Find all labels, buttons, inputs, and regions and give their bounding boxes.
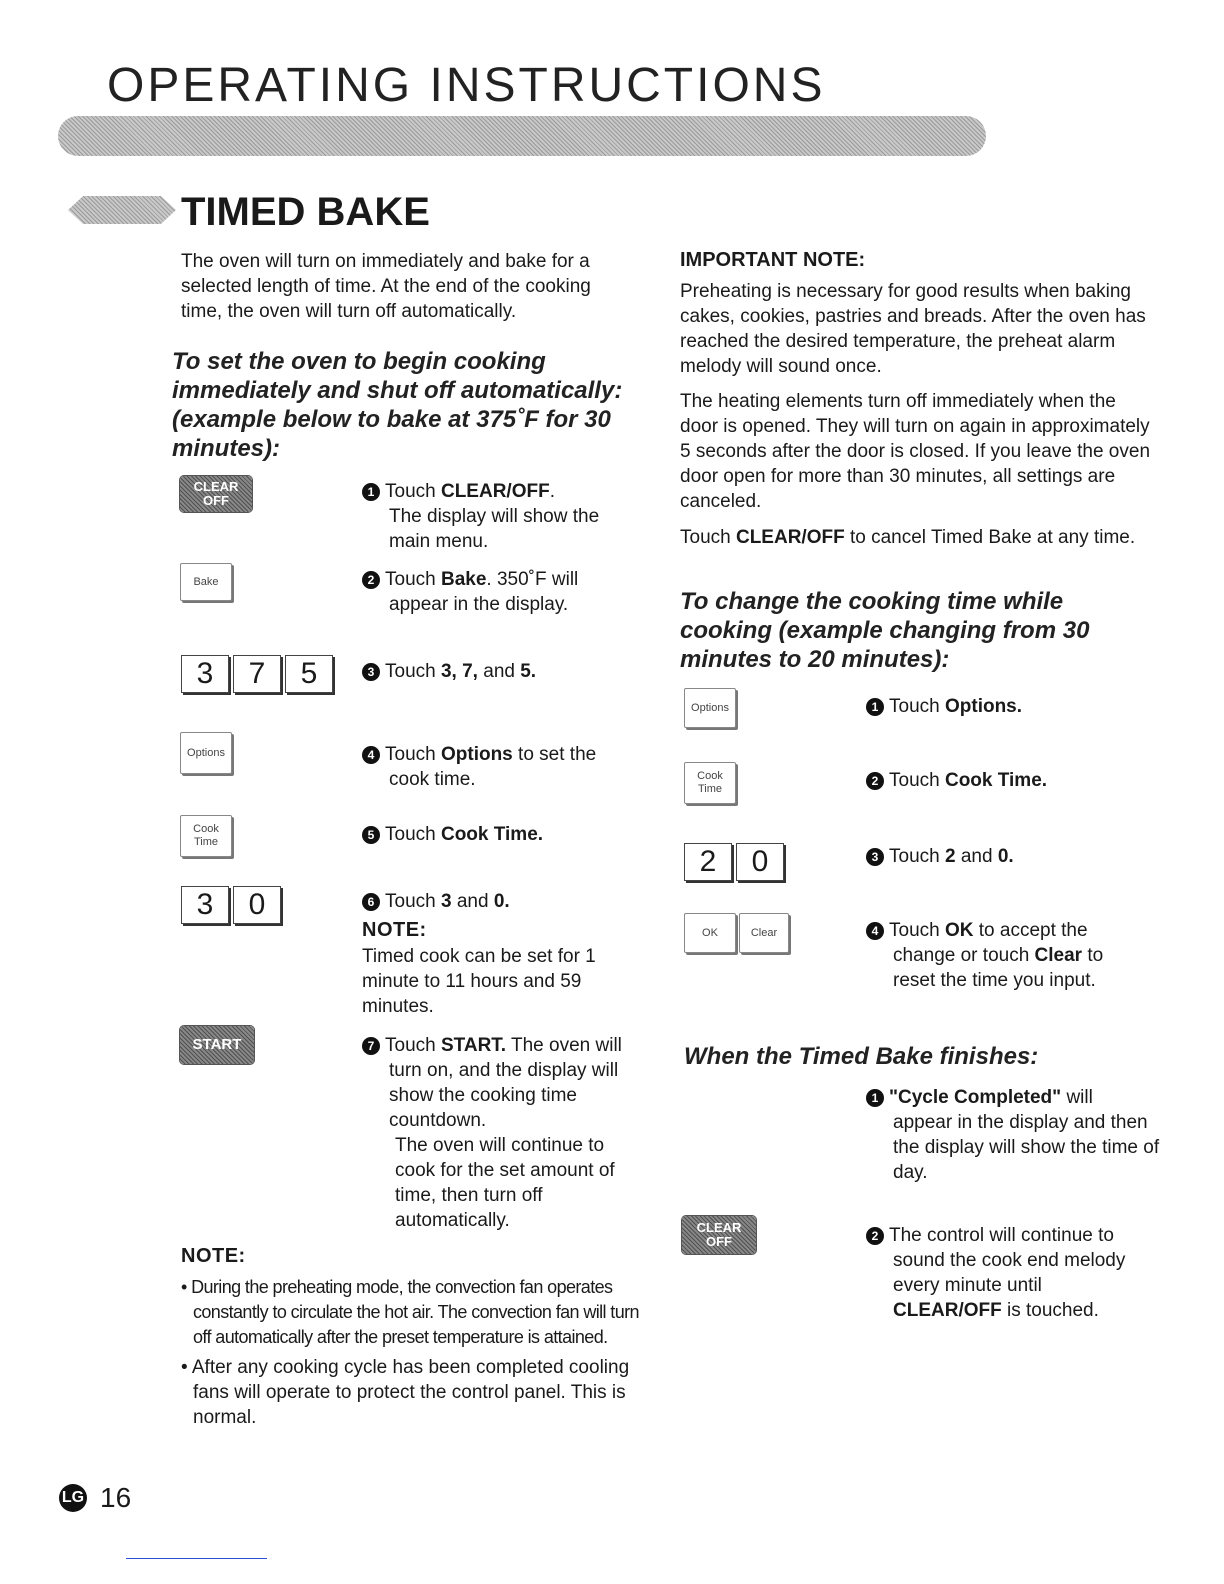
key-0[interactable]: 0 — [736, 843, 784, 881]
step-2: 2 Touch Bake. 350˚F will appear in the display. — [362, 567, 632, 617]
left-subhead: To set the oven to begin cooking immediately and shut off automatically: (example below to bake at 375˚F for 30 minutes): — [172, 348, 623, 462]
bake-button[interactable]: Bake — [180, 563, 232, 601]
intro-text: The oven will turn on immediately and bake for a selected length of time. At the end of the cooking time, the oven will turn off automatically. — [181, 251, 591, 322]
step-6: 6 Touch 3 and 0. — [362, 889, 632, 914]
cook-time-button[interactable]: Cook Time — [180, 815, 232, 857]
page-title: OPERATING INSTRUCTIONS — [107, 59, 826, 112]
important-note-p2: The heating elements turn off immediately when the door is opened. They will turn on again in approximately 5 seconds after the door is closed. If you leave the oven door open for more than 30 minutes, all settings are canceled. — [680, 391, 1151, 512]
important-note-p3: Touch CLEAR/OFF to cancel Timed Bake at any time. — [680, 527, 1136, 548]
step-1: 1 Touch CLEAR/OFF. The display will show the main menu. — [362, 479, 632, 554]
step-6-note: Timed cook can be set for 1 minute to 11 hours and 59 minutes. — [362, 946, 596, 1017]
bottom-notes — [181, 1275, 651, 1435]
change-step-4: 4 Touch OK to accept the change or touch Clear to reset the time you input. — [866, 918, 1146, 993]
finish-subhead: When the Timed Bake finishes: — [684, 1043, 1039, 1070]
key-3[interactable]: 3 — [181, 655, 229, 693]
finish-step-number-1-icon: 1 — [866, 1089, 884, 1107]
change-step-number-3-icon: 3 — [866, 848, 884, 866]
step-6-note-label: NOTE: — [362, 919, 427, 941]
step-number-1-icon: 1 — [362, 483, 380, 501]
change-step-3: 3 Touch 2 and 0. — [866, 844, 1156, 869]
clear-off-button[interactable]: CLEAR OFF — [180, 476, 252, 512]
section-title: TIMED BAKE — [181, 190, 430, 234]
finish-step-1: 1 "Cycle Completed" will appear in the display and then the display will show the time of day. — [866, 1085, 1166, 1185]
step-5: 5 Touch Cook Time. — [362, 822, 632, 847]
finish-step-number-2-icon: 2 — [866, 1227, 884, 1245]
change-step-number-1-icon: 1 — [866, 698, 884, 716]
key-0[interactable]: 0 — [233, 886, 281, 924]
step-number-7-icon: 7 — [362, 1037, 380, 1055]
change-step-number-2-icon: 2 — [866, 772, 884, 790]
step-number-6-icon: 6 — [362, 893, 380, 911]
key-7[interactable]: 7 — [233, 655, 281, 693]
options-button[interactable]: Options — [684, 688, 736, 728]
section-marker — [68, 196, 176, 224]
bottom-note-1: • During the preheating mode, the convection fan operates constantly to circulate the hot air. The convection fan will turn off automatically after the preset temperature is attained. — [181, 1277, 639, 1347]
cook-time-button[interactable]: Cook Time — [684, 762, 736, 804]
options-button[interactable]: Options — [180, 732, 232, 774]
step-number-4-icon: 4 — [362, 746, 380, 764]
change-step-number-4-icon: 4 — [866, 922, 884, 940]
footer-line — [126, 1558, 267, 1559]
step-3: 3 Touch 3, 7, and 5. — [362, 659, 632, 684]
change-subhead: To change the cooking time while cooking (example changing from 30 minutes to 20 minutes): — [680, 588, 1090, 673]
bottom-note-label: NOTE: — [181, 1245, 246, 1267]
ok-button[interactable]: OK — [684, 913, 736, 953]
important-note-label: IMPORTANT NOTE: — [680, 249, 866, 271]
change-step-1: 1 Touch Options. — [866, 694, 1156, 719]
start-button[interactable]: START — [180, 1026, 254, 1064]
step-number-5-icon: 5 — [362, 826, 380, 844]
step-number-3-icon: 3 — [362, 663, 380, 681]
key-5[interactable]: 5 — [285, 655, 333, 693]
important-note-p1: Preheating is necessary for good results when baking cakes, cookies, pastries and breads. After the oven has reached the desired temperature, the preheat alarm melody will sound once. — [680, 281, 1146, 377]
step-4: 4 Touch Options to set the cook time. — [362, 742, 632, 792]
lg-logo-icon: LG — [59, 1484, 87, 1512]
keypad-30 — [181, 886, 281, 924]
step-7: 7 Touch START. The oven will turn on, and the display will show the cooking time countdown. The oven will continue to cook for the set amount of time, then turn off automatically. — [362, 1033, 642, 1233]
clear-off-button[interactable]: CLEAR OFF — [682, 1216, 756, 1254]
page-number: 16 — [100, 1482, 132, 1513]
finish-step-2: 2 The control will continue to sound the cook end melody every minute until CLEAR/OFF is touched. — [866, 1223, 1156, 1323]
change-step-2: 2 Touch Cook Time. — [866, 768, 1156, 793]
clear-button[interactable]: Clear — [739, 913, 789, 953]
key-2[interactable]: 2 — [684, 843, 732, 881]
bottom-note-2: • After any cooking cycle has been completed cooling fans will operate to protect the control panel. This is normal. — [181, 1357, 630, 1428]
keypad-375 — [181, 655, 333, 693]
step-number-2-icon: 2 — [362, 571, 380, 589]
header-bar — [58, 116, 986, 156]
key-3[interactable]: 3 — [181, 886, 229, 924]
keypad-20 — [684, 843, 784, 881]
